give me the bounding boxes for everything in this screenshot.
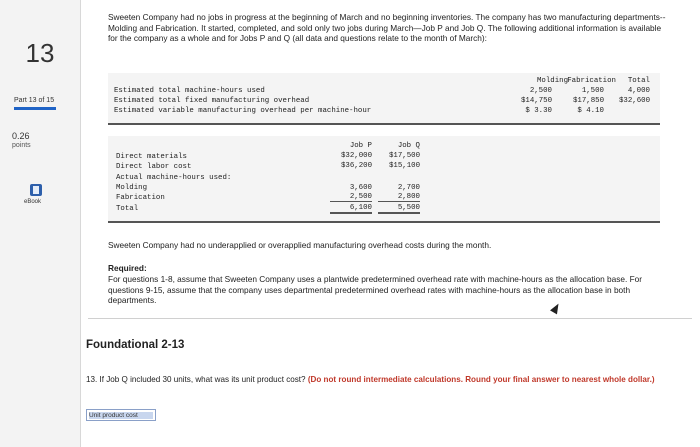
required-heading: Required:: [108, 263, 147, 273]
section-title: Foundational 2-13: [86, 339, 185, 351]
table-row-label: Direct materials: [116, 153, 187, 161]
table-cell: $36,200: [340, 162, 372, 170]
points-value: 0.26: [12, 131, 30, 141]
rounding-instruction: (Do not round intermediate calculations. Round your final answer to nearest whole dollar.): [307, 375, 655, 384]
table-header-job-q: Job Q: [397, 142, 420, 150]
table-header-fabrication: Fabrication: [567, 77, 616, 85]
points-label: points: [12, 142, 31, 149]
overhead-note: Sweeten Company had no underapplied or overapplied manufacturing overhead costs during the month.: [108, 240, 492, 250]
table-cell: $14,750: [520, 97, 552, 105]
table-cell: $32,600: [618, 97, 650, 105]
table-cell: 6,100: [330, 204, 372, 214]
table-cell: 1,500: [581, 87, 604, 95]
table-header-job-p: Job P: [349, 142, 372, 150]
table-cell: $17,500: [388, 152, 420, 160]
table-cell: 2,800: [378, 193, 420, 202]
table-row-label: Estimated total machine-hours used: [114, 87, 265, 95]
table-row-label: Actual machine-hours used:: [116, 174, 232, 182]
part-progress-bar: [14, 107, 56, 110]
table-cell: 4,000: [627, 87, 650, 95]
question-sidebar: [0, 0, 81, 447]
question-content: [80, 0, 700, 447]
company-data-table: [108, 73, 660, 125]
required-text: For questions 1-8, assume that Sweeten Company uses a plantwide predetermined overhead rate with machine-hours as the allocation base. For questions 9-15, assume that the company uses departmental predetermined overhead rates with machine-hours as the allocation base in both departments.: [108, 274, 643, 306]
table-header-molding: Molding: [536, 77, 568, 85]
table-cell: $15,100: [388, 162, 420, 170]
table-row-label: Direct labor cost: [116, 163, 192, 171]
table-header-total: Total: [627, 77, 650, 85]
section-divider: [88, 318, 692, 319]
table-cell: 3,600: [349, 184, 372, 192]
table-cell: $32,000: [340, 152, 372, 160]
table-cell: $17,850: [572, 97, 604, 105]
question-text: 13. If Job Q included 30 units, what was its unit product cost?: [86, 375, 306, 384]
table-row-label: Total: [116, 205, 139, 213]
table-row-label: Molding: [116, 184, 148, 192]
table-cell: 2,700: [397, 184, 420, 192]
table-cell: $ 3.30: [525, 107, 552, 115]
problem-intro: Sweeten Company had no jobs in progress at the beginning of March and no beginning inventories. The company has two manufacturing departments--Molding and Fabrication. It started, completed, and sold only two jobs during March—Job P and Job Q. The following additional information is available for the company as a whole and for Jobs P and Q (all data and questions relate to the month of March):: [108, 12, 666, 44]
table-cell: 2,500: [529, 87, 552, 95]
table-cell: 2,500: [330, 193, 372, 202]
table-cell: $ 4.10: [577, 107, 604, 115]
table-row-label: Fabrication: [116, 194, 165, 202]
question-number: 13: [25, 38, 55, 68]
ebook-icon[interactable]: [30, 184, 42, 196]
table-row-label: Estimated variable manufacturing overhead per machine-hour: [114, 107, 372, 115]
table-row-label: Estimated total fixed manufacturing overhead: [114, 97, 310, 105]
question-prompt: [86, 375, 676, 385]
part-indicator: Part 13 of 15: [14, 97, 55, 104]
unit-product-cost-input[interactable]: [86, 409, 156, 421]
ebook-link[interactable]: eBook: [24, 199, 42, 205]
job-data-table: [108, 136, 660, 223]
table-cell: 5,500: [378, 204, 420, 214]
